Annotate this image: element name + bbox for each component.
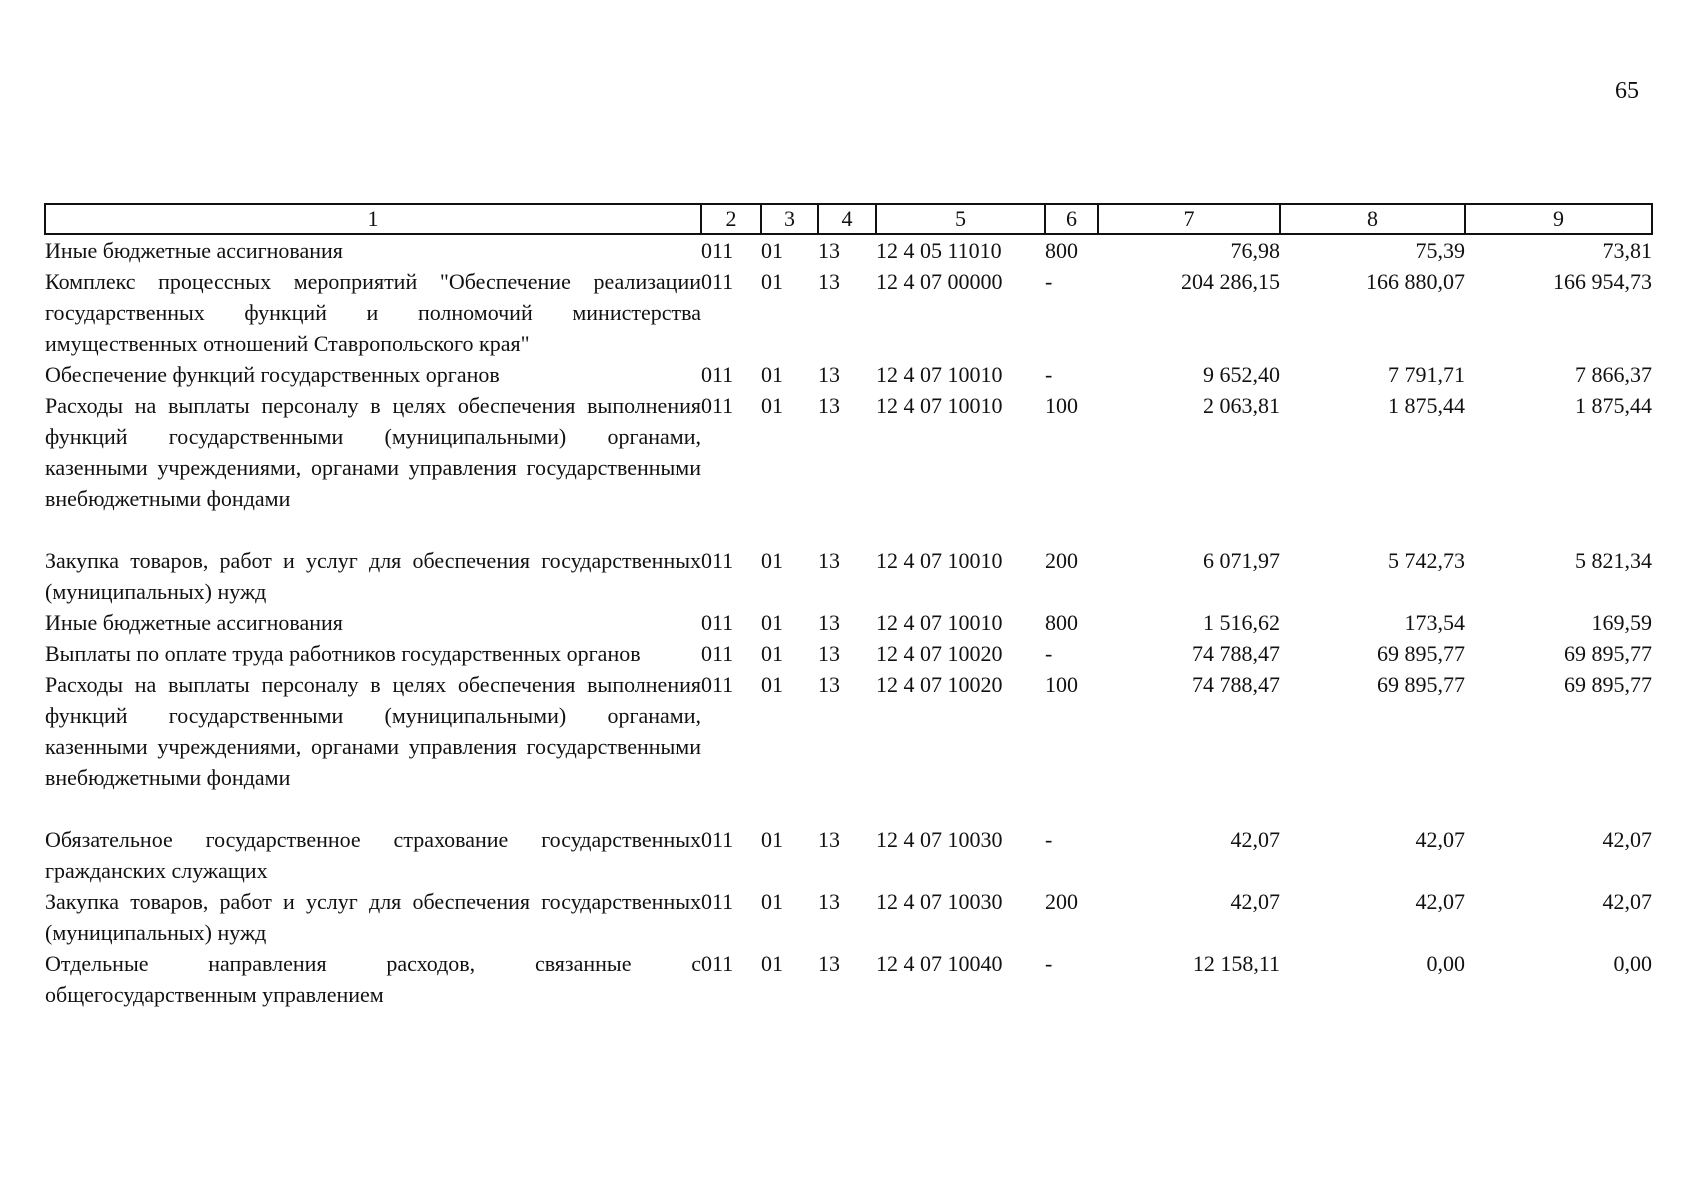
row-col-3: 01 bbox=[761, 827, 783, 852]
row-col-2: 011 bbox=[701, 951, 734, 976]
row-col-6: 200 bbox=[1045, 548, 1078, 573]
row-col-4: 13 bbox=[818, 610, 840, 635]
row-col-6: - bbox=[1045, 827, 1053, 852]
row-code: 12 4 07 10010 bbox=[876, 548, 1003, 573]
header-col-4: 4 bbox=[818, 204, 876, 234]
table-row bbox=[45, 948, 1652, 1010]
row-col-2: 011 bbox=[701, 889, 734, 914]
row-col-2: 011 bbox=[701, 269, 734, 294]
row-amount-9: 42,07 bbox=[1602, 889, 1652, 914]
row-amount-8: 166 880,07 bbox=[1366, 269, 1465, 294]
row-amount-8: 1 875,44 bbox=[1388, 393, 1465, 418]
row-amount-8: 0,00 bbox=[1426, 951, 1465, 976]
row-col-2: 011 bbox=[701, 548, 734, 573]
row-amount-7: 9 652,40 bbox=[1203, 362, 1280, 387]
table-row bbox=[45, 390, 1652, 514]
row-amount-7: 204 286,15 bbox=[1181, 269, 1280, 294]
row-amount-9: 69 895,77 bbox=[1564, 672, 1652, 697]
row-col-6: - bbox=[1045, 269, 1053, 294]
row-code: 12 4 07 10030 bbox=[876, 889, 1003, 914]
header-col-5: 5 bbox=[876, 204, 1045, 234]
table-row bbox=[45, 266, 1652, 359]
table-row bbox=[45, 638, 1652, 669]
row-code: 12 4 05 11010 bbox=[876, 238, 1002, 263]
row-col-6: - bbox=[1045, 362, 1053, 387]
row-col-2: 011 bbox=[701, 362, 734, 387]
table-row bbox=[45, 886, 1652, 948]
row-code: 12 4 07 00000 bbox=[876, 269, 1003, 294]
page-number: 65 bbox=[1615, 78, 1639, 104]
header-col-3: 3 bbox=[761, 204, 818, 234]
row-col-2: 011 bbox=[701, 672, 734, 697]
row-col-3: 01 bbox=[761, 610, 783, 635]
row-col-3: 01 bbox=[761, 362, 783, 387]
row-amount-7: 74 788,47 bbox=[1192, 641, 1280, 666]
row-col-6: - bbox=[1045, 641, 1053, 666]
table-row bbox=[45, 607, 1652, 638]
row-amount-7: 1 516,62 bbox=[1203, 610, 1280, 635]
row-amount-9: 1 875,44 bbox=[1575, 393, 1652, 418]
row-col-2: 011 bbox=[701, 610, 734, 635]
row-amount-8: 7 791,71 bbox=[1388, 362, 1465, 387]
row-col-2: 011 bbox=[701, 827, 734, 852]
row-amount-9: 0,00 bbox=[1613, 951, 1652, 976]
table-row bbox=[45, 234, 1652, 266]
row-name: Иные бюджетные ассигнования bbox=[45, 238, 343, 263]
table-body bbox=[45, 234, 1652, 1010]
row-name: Расходы на выплаты персоналу в целях обеспечения выполнения функций государственными (муниципальными) органами, казенными учреждениями, органами управления государственными внебюджетными фондами bbox=[45, 393, 701, 511]
row-amount-8: 173,54 bbox=[1404, 610, 1465, 635]
row-col-6: - bbox=[1045, 951, 1053, 976]
row-col-3: 01 bbox=[761, 238, 783, 263]
row-col-4: 13 bbox=[818, 238, 840, 263]
row-amount-7: 6 071,97 bbox=[1203, 548, 1280, 573]
row-amount-8: 69 895,77 bbox=[1377, 641, 1465, 666]
header-row bbox=[45, 204, 1652, 234]
row-spacer bbox=[45, 793, 1652, 824]
row-amount-8: 42,07 bbox=[1415, 827, 1465, 852]
row-col-6: 100 bbox=[1045, 393, 1078, 418]
row-col-3: 01 bbox=[761, 951, 783, 976]
row-amount-9: 166 954,73 bbox=[1553, 269, 1652, 294]
row-col-3: 01 bbox=[761, 269, 783, 294]
row-amount-7: 42,07 bbox=[1230, 827, 1280, 852]
row-col-4: 13 bbox=[818, 393, 840, 418]
row-col-6: 100 bbox=[1045, 672, 1078, 697]
header-col-6: 6 bbox=[1045, 204, 1098, 234]
row-amount-9: 42,07 bbox=[1602, 827, 1652, 852]
row-col-4: 13 bbox=[818, 827, 840, 852]
row-amount-9: 69 895,77 bbox=[1564, 641, 1652, 666]
row-col-4: 13 bbox=[818, 889, 840, 914]
row-col-6: 800 bbox=[1045, 238, 1078, 263]
header-col-9: 9 bbox=[1465, 204, 1652, 234]
table-row bbox=[45, 669, 1652, 793]
row-col-4: 13 bbox=[818, 641, 840, 666]
budget-table bbox=[44, 203, 1653, 1010]
row-col-3: 01 bbox=[761, 889, 783, 914]
row-amount-8: 42,07 bbox=[1415, 889, 1465, 914]
row-name: Обеспечение функций государственных органов bbox=[45, 362, 500, 387]
row-col-4: 13 bbox=[818, 269, 840, 294]
spacer-cell bbox=[45, 793, 1652, 824]
spacer-cell bbox=[45, 514, 1652, 545]
row-amount-7: 74 788,47 bbox=[1192, 672, 1280, 697]
row-amount-7: 76,98 bbox=[1230, 238, 1280, 263]
table-row bbox=[45, 824, 1652, 886]
row-col-4: 13 bbox=[818, 548, 840, 573]
row-name: Обязательное государственное страхование государственных гражданских служащих bbox=[45, 827, 701, 883]
row-code: 12 4 07 10020 bbox=[876, 641, 1003, 666]
row-col-3: 01 bbox=[761, 393, 783, 418]
header-col-8: 8 bbox=[1280, 204, 1465, 234]
header-col-1: 1 bbox=[45, 204, 701, 234]
row-name: Иные бюджетные ассигнования bbox=[45, 610, 343, 635]
row-code: 12 4 07 10040 bbox=[876, 951, 1003, 976]
row-code: 12 4 07 10010 bbox=[876, 362, 1003, 387]
row-name: Комплекс процессных мероприятий "Обеспечение реализации государственных функций и полномочий министерства имущественных отношений Ставропольского края" bbox=[45, 269, 701, 356]
row-name: Расходы на выплаты персоналу в целях обеспечения выполнения функций государственными (муниципальными) органами, казенными учреждениями, органами управления государственными внебюджетными фондами bbox=[45, 672, 701, 790]
row-amount-8: 69 895,77 bbox=[1377, 672, 1465, 697]
row-col-2: 011 bbox=[701, 641, 734, 666]
header-col-7: 7 bbox=[1098, 204, 1280, 234]
row-amount-7: 2 063,81 bbox=[1203, 393, 1280, 418]
row-name: Закупка товаров, работ и услуг для обеспечения государственных (муниципальных) нужд bbox=[45, 548, 701, 604]
row-col-6: 800 bbox=[1045, 610, 1078, 635]
row-col-6: 200 bbox=[1045, 889, 1078, 914]
row-amount-7: 42,07 bbox=[1230, 889, 1280, 914]
row-col-4: 13 bbox=[818, 672, 840, 697]
row-code: 12 4 07 10020 bbox=[876, 672, 1003, 697]
row-spacer bbox=[45, 514, 1652, 545]
row-amount-9: 5 821,34 bbox=[1575, 548, 1652, 573]
row-col-3: 01 bbox=[761, 641, 783, 666]
row-code: 12 4 07 10010 bbox=[876, 610, 1003, 635]
row-col-4: 13 bbox=[818, 951, 840, 976]
row-col-3: 01 bbox=[761, 672, 783, 697]
row-amount-9: 7 866,37 bbox=[1575, 362, 1652, 387]
row-code: 12 4 07 10030 bbox=[876, 827, 1003, 852]
row-col-2: 011 bbox=[701, 393, 734, 418]
row-col-2: 011 bbox=[701, 238, 734, 263]
row-amount-9: 73,81 bbox=[1602, 238, 1652, 263]
row-name: Закупка товаров, работ и услуг для обеспечения государственных (муниципальных) нужд bbox=[45, 889, 701, 945]
row-name: Отдельные направления расходов, связанные с общегосударственным управлением bbox=[45, 951, 701, 1007]
row-code: 12 4 07 10010 bbox=[876, 393, 1003, 418]
row-amount-9: 169,59 bbox=[1591, 610, 1652, 635]
row-amount-7: 12 158,11 bbox=[1192, 951, 1280, 976]
table-row bbox=[45, 545, 1652, 607]
header-col-2: 2 bbox=[701, 204, 761, 234]
row-amount-8: 75,39 bbox=[1415, 238, 1465, 263]
row-col-3: 01 bbox=[761, 548, 783, 573]
table-row bbox=[45, 359, 1652, 390]
row-amount-8: 5 742,73 bbox=[1388, 548, 1465, 573]
row-col-4: 13 bbox=[818, 362, 840, 387]
row-name: Выплаты по оплате труда работников государственных органов bbox=[45, 641, 641, 666]
